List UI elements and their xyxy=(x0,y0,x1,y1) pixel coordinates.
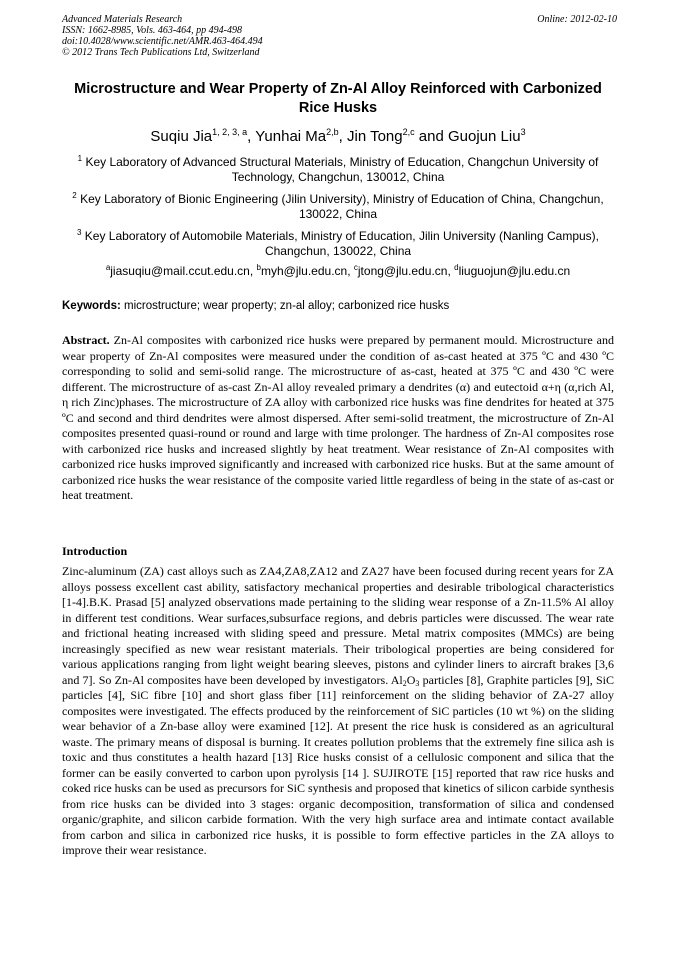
online-date: Online: 2012-02-10 xyxy=(537,14,617,25)
email-address[interactable]: liuguojun@jlu.edu.cn xyxy=(458,264,571,278)
email-marker: a xyxy=(105,263,111,272)
journal-doi: doi:10.4028/www.scientific.net/AMR.463-464.494 xyxy=(62,36,263,47)
keywords-line xyxy=(62,299,614,313)
author-list xyxy=(62,128,614,146)
email-marker: b xyxy=(256,263,261,272)
formula-subscript: 2 xyxy=(402,678,407,688)
introduction-text-part-2: O xyxy=(406,672,416,687)
introduction-text-part-3: particles [8], Graphite particles [9], SiC particles [4], SiC fibre [10] and short glass fiber [11] reinforcement on the sliding behavior of ZA-27 alloy composites were investigated. The effects produced by the reinforcement of SiC particles (10 wt %) on the sliding wear behavior of a Zn-base alloy were examined [12]. At present the rice husk is considered as an agricultural waste. The primary means of disposal is burning. It creates pollution problems that the extremely fine silica ash is toxic and thus constitutes a health hazard [13] Rice husks consist of a cellulosic component and silica that the former can be easily converted to carbon upon pyrolysis [14 ]. SUJIROTE [15] reported that raw rice husks and coked rice husks can be used as precursors for SiC synthesis and proposed that kinetics of silicon carbide synthesis from rice husks can be divided into 3 stages: organic decomposition, transformation of silica and condensed organic/graphite, and silicon carbide formation. With the very high surface area and intimate contact available from carbon and silica in carbonized rice husks, it is possible to form effective particles in the ZA alloys to improve their wear resistance. xyxy=(62,672,614,857)
keywords-label: Keywords: xyxy=(62,300,121,312)
affiliation-text: Key Laboratory of Advanced Structural Materials, Ministry of Education, Changchun University of Technology, Changchun, 130012, China xyxy=(85,155,599,184)
author-emails xyxy=(62,264,614,279)
email-address[interactable]: jtong@jlu.edu.cn xyxy=(357,264,448,278)
affiliation-text: Key Laboratory of Automobile Materials, Ministry of Education, Jilin University (Nanling Campus), Changchun, 130022, China xyxy=(84,229,599,258)
email-separator: , xyxy=(447,264,455,278)
email-marker: c xyxy=(353,263,358,272)
affiliation-number: 1 xyxy=(77,154,83,163)
email-separator: , xyxy=(347,264,354,278)
author-name: Guojun Liu xyxy=(448,128,521,145)
author-separator: and xyxy=(414,128,448,145)
introduction-heading: Introduction xyxy=(62,544,128,558)
author-name: Yunhai Ma xyxy=(255,128,327,145)
author-separator: , xyxy=(247,128,256,145)
affiliation-1 xyxy=(62,155,614,185)
formula-subscript: 3 xyxy=(415,678,420,688)
author-affiliation-marker: 3 xyxy=(520,127,526,137)
paper-title: Microstructure and Wear Property of Zn-Al Alloy Reinforced with Carbonized Rice Husks xyxy=(74,81,602,116)
journal-header xyxy=(62,14,617,58)
journal-copyright: © 2012 Trans Tech Publications Ltd, Switzerland xyxy=(62,47,260,58)
author-separator: , xyxy=(338,128,347,145)
email-address[interactable]: myh@jlu.edu.cn xyxy=(260,264,348,278)
affiliation-2 xyxy=(62,192,614,222)
keywords-text: microstructure; wear property; zn-al alloy; carbonized rice husks xyxy=(120,300,450,312)
introduction-paragraph xyxy=(62,564,614,859)
author-affiliation-marker: 2,b xyxy=(326,127,339,137)
abstract-paragraph xyxy=(62,333,614,504)
introduction-text-part-1: Zinc-aluminum (ZA) cast alloys such as ZA4,ZA8,ZA12 and ZA27 have been focused during recent years for ZA alloys possess excellent cast ability, satisfactory mechanical properties and desirable tribological characteristics [1-4].B.K. Prasad [5] analyzed observations made pertaining to the sliding wear response of a Zn-11.5% Al alloy in different test conditions. Wear surfaces,subsurface regions, and debris particles were discussed. The wear rate and frictional heating increased with sliding speed and pressure. Metal matrix composites (MMCs) are being increasingly specified as new wear resistant materials. Their tribological properties are being considered for various applications ranging from light weight bearing sleeves, pistons and cylinder liners to aircraft brakes [3,6 and 7]. So Zn-Al composites have been developed by investigators. Al xyxy=(62,564,614,687)
author-name: Suqiu Jia xyxy=(150,128,213,145)
email-marker: d xyxy=(454,263,459,272)
abstract-text: Zn-Al composites with carbonized rice husks were prepared by permanent mould. Microstructure and wear property of Zn-Al composites were measured under the condition of as-cast heated at 375 ºC and 430 ºC corresponding to solid and semi-solid range. The microstructure of as-cast, heated at 375 ºC and 430 ºC were different. The microstructure of as-cast Zn-Al alloy revealed primary a dendrites (α) and eutectoid α+η (α,rich Al, η rich Zinc)phases. The microstructure of ZA alloy with carbonized rice husks was fine dendrites for heated at 375 ºC and second and third dendrites were almost dispersed. After semi-solid treatment, the microstructure of Zn-Al composites presented quasi-round or round and large with time prolonger. The hardness of Zn-Al composites rose with carbonized rice husks and increased slightly by heat treatment. Wear resistance of Zn-Al composites with carbonized rice husks improved significantly and increased with carbonized rice husks. But at the same amount of carbonized rice husks the wear resistance of the composite varied little regardless of being in the state of as-cast or heat treatment. xyxy=(62,333,614,502)
affiliation-number: 3 xyxy=(76,228,82,237)
author-affiliation-marker: 2,c xyxy=(402,127,415,137)
author-name: Jin Tong xyxy=(347,128,403,145)
journal-issn: ISSN: 1662-8985, Vols. 463-464, pp 494-498 xyxy=(62,25,242,36)
email-separator: , xyxy=(249,264,257,278)
affiliation-number: 2 xyxy=(72,191,77,200)
affiliation-text: Key Laboratory of Bionic Engineering (Jilin University), Ministry of Education of China, Changchun, 130022, China xyxy=(80,192,604,221)
journal-name: Advanced Materials Research xyxy=(62,14,183,25)
affiliation-3 xyxy=(62,229,614,259)
abstract-label: Abstract. xyxy=(62,333,110,347)
author-affiliation-marker: 1, 2, 3, a xyxy=(212,127,248,137)
email-address[interactable]: jiasuqiu@mail.ccut.edu.cn xyxy=(110,264,250,278)
